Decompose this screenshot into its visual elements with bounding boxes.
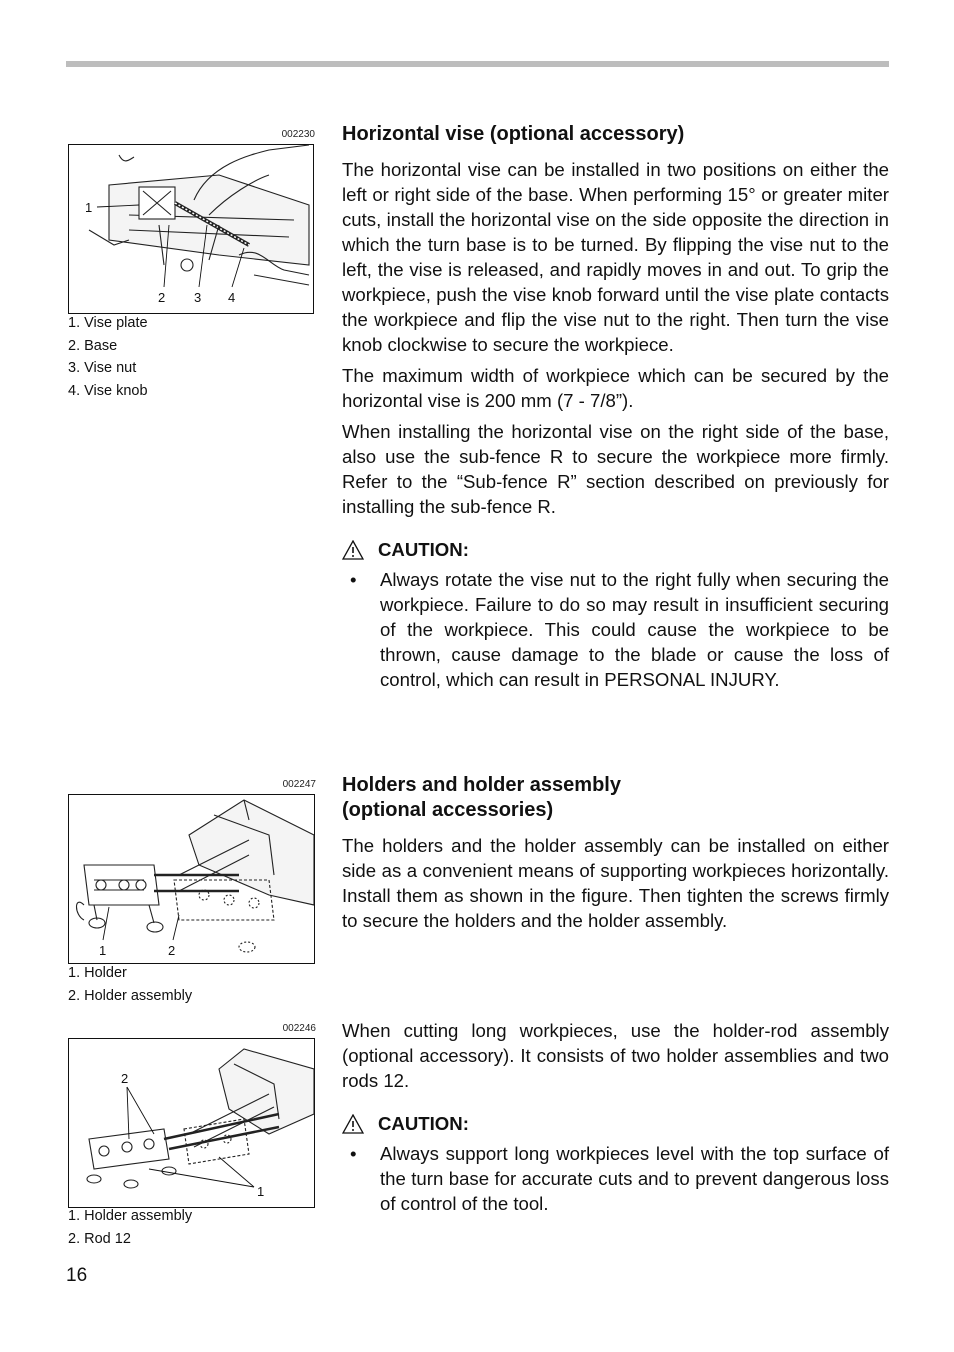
section-holder-rod: [342, 1018, 889, 1216]
callout-3: 3: [194, 290, 202, 305]
figure-legend: [68, 962, 192, 1007]
body-paragraph: The maximum width of workpiece which can be secured by the horizontal vise is 200 mm (7 - 7/8”).: [342, 365, 889, 411]
caution-item: [342, 1141, 889, 1216]
warning-triangle-icon: [342, 540, 364, 560]
bullet-glyph: •: [350, 569, 357, 590]
body-paragraph: When cutting long workpieces, use the holder-rod assembly (optional accessory). It consists of two holder assemblies and two rods 12.: [342, 1020, 889, 1091]
callout-2: 2: [158, 290, 166, 305]
figure-code: 002246: [282, 1023, 316, 1034]
holder-rod-drawing: [69, 1039, 314, 1207]
warning-triangle-icon: [342, 1114, 364, 1134]
callout-2: 2: [121, 1071, 129, 1086]
callout-1: 1: [257, 1184, 265, 1199]
section-heading-line2: (optional accessories): [342, 799, 554, 821]
section-holders: [342, 773, 889, 939]
bullet-glyph: •: [350, 1143, 357, 1164]
vise-illustration: [68, 144, 314, 314]
legend-item: 3. Vise nut: [68, 360, 137, 377]
caution-item: [342, 567, 889, 692]
legend-item: 4. Vise knob: [68, 383, 148, 400]
legend-item: 2. Base: [68, 337, 118, 354]
page-number: 16: [66, 1265, 88, 1286]
body-paragraph: When installing the horizontal vise on the right side of the base, also use the sub-fence R to secure the workpiece more firmly. Refer to the “Sub-fence R” section described on previously for installing the sub-fence R.: [342, 421, 889, 517]
body-paragraph: The horizontal vise can be installed in two positions on either the left or right side of the base. When performing 15° or greater miter cuts, install the horizontal vise on the side opposite the direction in which the turn base is to be turned. By flipping the vise nut to the left, the vise is released, and rapidly moves in and out. To grip the workpiece, push the vise knob forward until the vise plate contacts the workpiece and flip the vise nut to the right. Then turn the vise knob clockwise to secure the workpiece.: [342, 159, 889, 355]
vise-drawing: [69, 145, 313, 313]
callout-4: 4: [228, 290, 236, 305]
holder-drawing: [69, 795, 314, 963]
caution-label: CAUTION:: [378, 539, 469, 560]
caution-text: Always support long workpieces level with the top surface of the turn base for accurate cuts and to prevent dangerous loss of control of the tool.: [380, 1143, 889, 1214]
caution-header: [342, 537, 889, 562]
top-rule: [66, 61, 889, 67]
callout-1: 1: [99, 943, 107, 958]
figure-legend: [68, 1205, 192, 1250]
holder-illustration: [68, 794, 315, 964]
legend-item: 2. Holder assembly: [68, 987, 193, 1004]
legend-item: 2. Rod 12: [68, 1230, 131, 1247]
section-horizontal-vise: [342, 122, 889, 692]
section-heading: Horizontal vise (optional accessory): [342, 123, 685, 145]
caution-header: [342, 1111, 889, 1136]
figure-legend: [68, 312, 148, 403]
caution-text: Always rotate the vise nut to the right fully when securing the workpiece. Failure to do so may result in insufficient securing of the workpiece. This could cause the workpiece to be thrown, cause damage to the blade or cause the loss of control, which can result in PERSONAL INJURY.: [380, 569, 889, 690]
body-paragraph: The holders and the holder assembly can be installed on either side as a convenient means of supporting workpieces horizontally. Install them as shown in the figure. Then tighten the screws firmly to secure the holders and the holder assembly.: [342, 835, 889, 931]
legend-item: 1. Holder: [68, 965, 127, 981]
legend-item: 1. Holder assembly: [68, 1208, 193, 1224]
section-heading: Holders and holder assembly: [342, 774, 621, 796]
holder-rod-illustration: [68, 1038, 315, 1208]
legend-item: 1. Vise plate: [68, 315, 148, 331]
callout-2: 2: [168, 943, 176, 958]
caution-label: CAUTION:: [378, 1113, 469, 1134]
figure-code: 002230: [281, 129, 315, 140]
figure-code: 002247: [282, 779, 316, 790]
callout-1: 1: [85, 200, 93, 215]
